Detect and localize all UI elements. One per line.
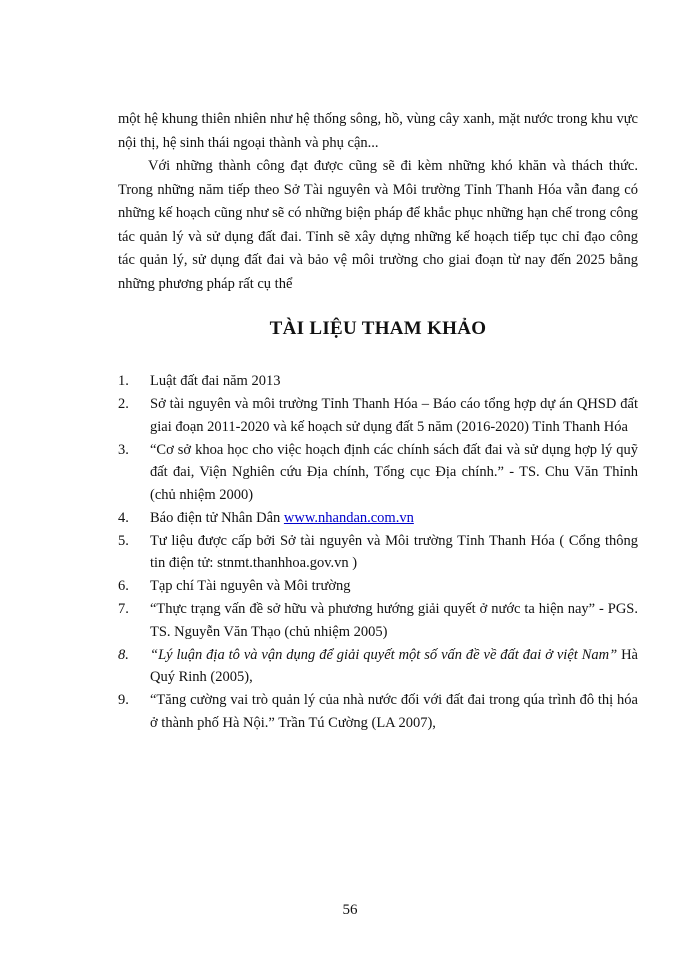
body-paragraph-1: một hệ khung thiên nhiên như hệ thống sông, hồ, vùng cây xanh, mặt nước trong khu vực nội thị, hệ sinh thái ngoại thành và phụ cận...: [118, 111, 638, 151]
body-paragraph-2: Với những thành công đạt được cũng sẽ đi kèm những khó khăn và thách thức. Trong những năm tiếp theo Sở Tài nguyên và Môi trường Tỉnh Thanh Hóa vẫn đang có những kế hoạch cũng như sẽ có những biện pháp để khắc phục những hạn chế trong công tác quản lý và sử dụng đất đai. Tỉnh sẽ xây dựng những kế hoạch tiếp tục chỉ đạo công tác quản lý, sử dụng đất đai và bảo vệ môi trường cho giai đoạn từ nay đến 2025 bằng những phương pháp rất cụ thể: [118, 158, 638, 292]
reference-number: 2.: [118, 396, 129, 412]
reference-item-2: [118, 393, 638, 438]
reference-item-6: [118, 575, 638, 598]
reference-number: 8.: [118, 646, 129, 663]
reference-item-4: [118, 507, 638, 530]
reference-number: 5.: [118, 532, 129, 549]
reference-number: 9.: [118, 692, 129, 708]
reference-link[interactable]: www.nhandan.com.vn: [283, 509, 414, 526]
reference-number: 3.: [118, 441, 129, 458]
references-list: [118, 370, 638, 734]
reference-item-9: [118, 689, 638, 734]
reference-text: Hà Quý Rinh (2005),: [150, 646, 638, 685]
reference-item-1: [118, 370, 638, 393]
reference-text: Luật đất đai năm 2013: [150, 373, 281, 389]
reference-number: 6.: [118, 578, 129, 594]
reference-item-7: [118, 598, 638, 643]
reference-number: 4.: [118, 509, 129, 526]
reference-text: “Tăng cường vai trò quản lý của nhà nước đối với đất đai trong qúa trình đô thị hóa ở thành phố Hà Nội.” Trần Tú Cường (LA 2007),: [150, 692, 638, 731]
reference-item-5: [118, 530, 638, 575]
reference-text: Tư liệu được cấp bởi Sở tài nguyên và Môi trường Tỉnh Thanh Hóa ( Cổng thông tin điện tử: stnmt.thanhhoa.gov.vn ): [150, 532, 638, 571]
reference-text: “Thực trạng vấn đề sở hữu và phương hướng giải quyết ở nước ta hiện nay” - PGS. TS. Nguyễn Văn Thạo (chủ nhiệm 2005): [150, 601, 638, 640]
reference-text: Báo điện tử Nhân Dân: [150, 509, 281, 526]
references-title: TÀI LIỆU THAM KHẢO: [269, 318, 487, 339]
reference-item-3: [118, 439, 638, 507]
page-content: [118, 108, 638, 735]
reference-text: Sở tài nguyên và môi trường Tỉnh Thanh Hóa – Báo cáo tổng hợp dự án QHSD đất giai đoạn 2011-2020 và kế hoạch sử dụng đất 5 năm (2016-2020) Tỉnh Thanh Hóa: [150, 396, 638, 435]
page-number: 56: [342, 902, 358, 918]
reference-number: 7.: [118, 601, 129, 617]
reference-item-8: [118, 644, 638, 689]
reference-text: Tạp chí Tài nguyên và Môi trường: [150, 578, 351, 594]
reference-title-italic: “Lý luận địa tô và vận dụng để giải quyết một số vấn đề về đất đai ở việt Nam”: [150, 646, 618, 663]
reference-text: “Cơ sở khoa học cho việc hoạch định các chính sách đất đai và sử dụng hợp lý quỹ đất đai, Viện Nghiên cứu Địa chính, Tổng cục Địa chính.” - TS. Chu Văn Thỉnh (chủ nhiệm 2000): [150, 441, 638, 503]
reference-number: 1.: [118, 373, 129, 389]
